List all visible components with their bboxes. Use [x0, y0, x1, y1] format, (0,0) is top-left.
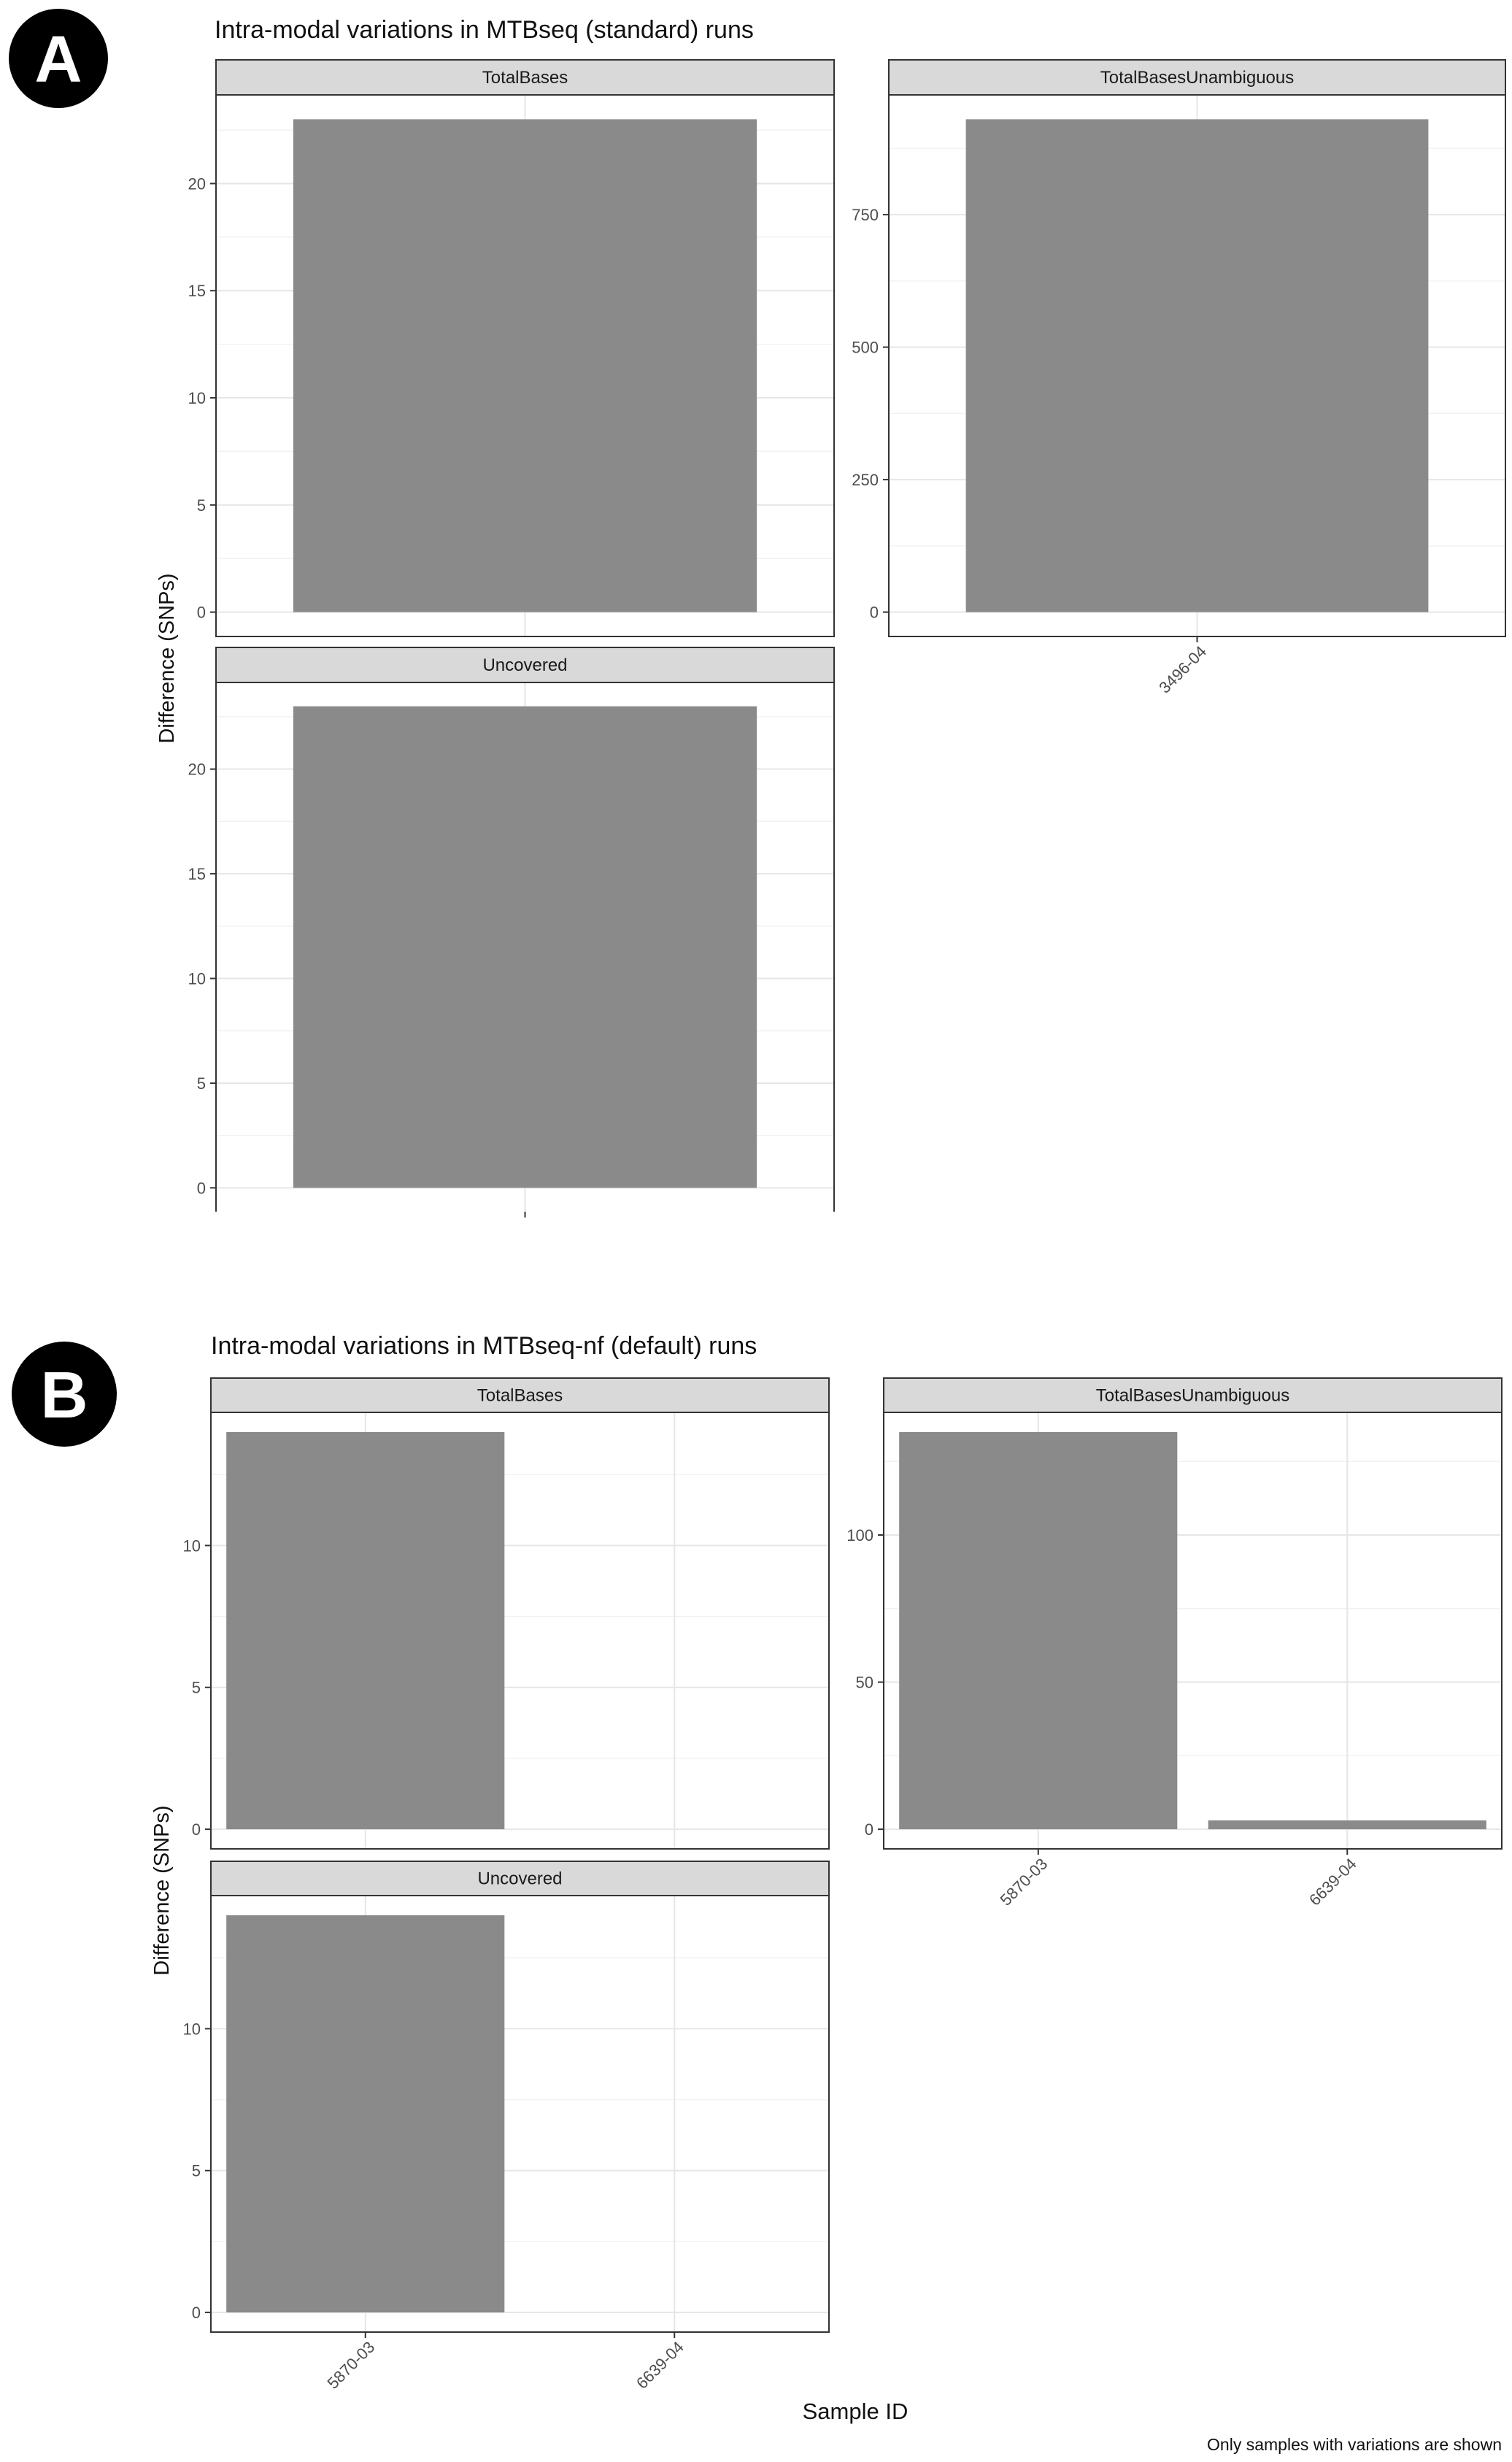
y-tick-label: 20 — [188, 760, 206, 779]
y-tick-label: 750 — [852, 206, 879, 225]
bar-5870-03 — [899, 1432, 1177, 1829]
x-tick-label: 5870-03 — [323, 2337, 379, 2393]
panel-a-badge-label: A — [34, 23, 82, 96]
figure-caption: Only samples with variations are shown — [1207, 2435, 1502, 2454]
y-tick-label: 15 — [188, 865, 206, 884]
bar-3496-04 — [293, 707, 757, 1188]
facet-strip-label: Uncovered — [482, 655, 568, 675]
x-tick-label: 5870-03 — [996, 1854, 1052, 1909]
y-tick-label: 100 — [846, 1526, 873, 1544]
panel-b-title: Intra-modal variations in MTBseq-nf (default) runs — [211, 1332, 757, 1360]
y-tick-label: 0 — [869, 603, 879, 622]
panel-b-facet-1 — [183, 1378, 829, 1849]
y-tick-label: 0 — [191, 2304, 201, 2323]
y-tick-label: 250 — [852, 471, 879, 490]
y-tick-label: 0 — [191, 1820, 201, 1839]
panel-a-facet-3 — [188, 647, 834, 1217]
y-tick-label: 0 — [196, 1179, 206, 1198]
y-tick-label: 5 — [196, 1074, 206, 1093]
y-tick-label: 500 — [852, 338, 879, 357]
bar-3496-04 — [293, 119, 757, 612]
panel-a-facet-2 — [852, 60, 1505, 697]
facet-strip-label: Uncovered — [477, 1869, 563, 1889]
bar-5870-03 — [226, 1432, 504, 1829]
y-tick-label: 5 — [191, 1678, 201, 1697]
y-tick-label: 5 — [196, 496, 206, 515]
panel-b-ylabel: Difference (SNPs) — [150, 1805, 174, 1976]
bar-5870-03 — [226, 1915, 504, 2312]
y-tick-label: 20 — [188, 174, 206, 193]
panel-a-facet-1 — [188, 60, 834, 636]
panel-a-title: Intra-modal variations in MTBseq (standard) runs — [215, 16, 754, 44]
facet-strip-label: TotalBases — [477, 1385, 563, 1406]
panel-b-badge-label: B — [40, 1359, 88, 1432]
panel-b-facet-3 — [183, 1861, 829, 2393]
bar-3496-04 — [966, 119, 1429, 612]
panel-b-facet-2 — [846, 1378, 1502, 1909]
y-tick-label: 0 — [196, 603, 206, 622]
y-tick-label: 15 — [188, 282, 206, 301]
y-tick-label: 10 — [188, 389, 206, 408]
y-tick-label: 50 — [855, 1673, 873, 1692]
facet-strip-label: TotalBasesUnambiguous — [1100, 68, 1295, 88]
y-tick-label: 10 — [188, 969, 206, 988]
y-tick-label: 10 — [182, 1536, 201, 1555]
x-tick-label: 6639-04 — [633, 2337, 687, 2393]
facet-strip-label: TotalBases — [482, 68, 568, 88]
x-tick-label: 3496-04 — [1155, 642, 1211, 697]
x-tick-label: 6639-04 — [1305, 1854, 1360, 1909]
y-tick-label: 0 — [864, 1820, 873, 1839]
facet-strip-label: TotalBasesUnambiguous — [1095, 1385, 1290, 1406]
panel-a-ylabel: Difference (SNPs) — [155, 573, 179, 744]
y-tick-label: 10 — [182, 2020, 201, 2039]
y-tick-label: 5 — [191, 2161, 201, 2180]
x-axis-title: Sample ID — [802, 2398, 909, 2424]
bar-6639-04 — [1208, 1820, 1486, 1829]
chart-layer — [183, 60, 1505, 2393]
